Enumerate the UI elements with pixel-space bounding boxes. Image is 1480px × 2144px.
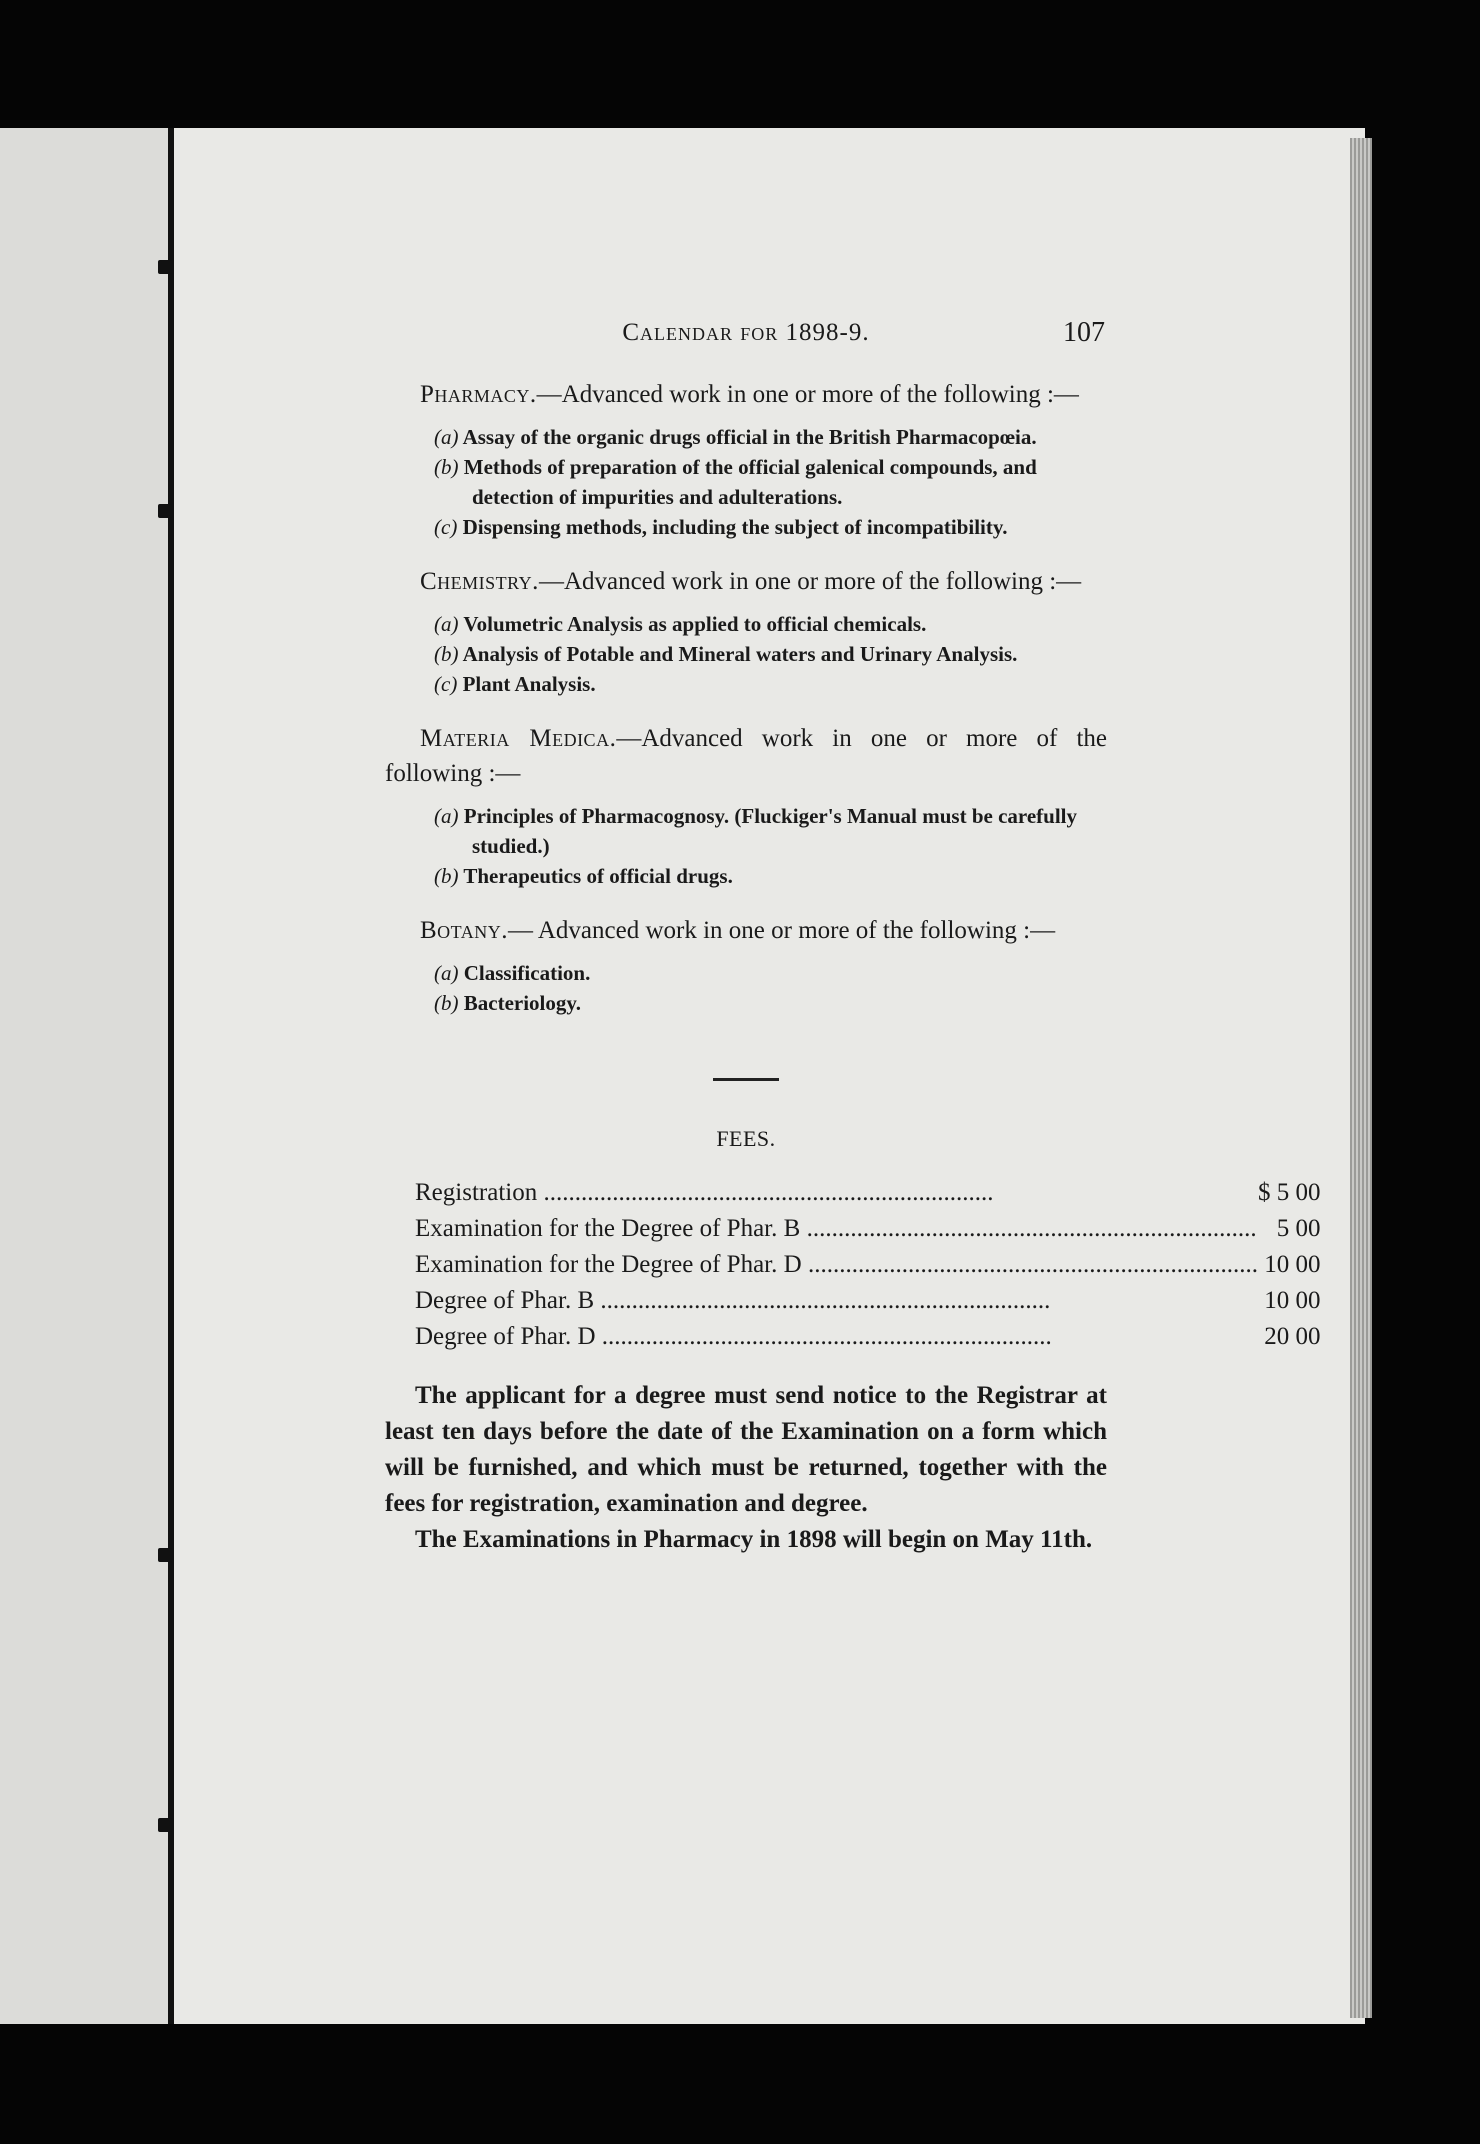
item-text: Plant Analysis. [462,672,596,696]
section-botany [385,913,1107,1018]
fee-label: Degree of Phar. D ..... [415,1323,1052,1350]
item-marker: (c) [434,515,458,539]
running-head [385,315,1107,355]
list-item [385,609,1107,639]
table-row [415,1210,1320,1246]
binding-knot [158,504,172,518]
list-item [385,639,1107,669]
notice [385,1378,1107,1558]
item-marker: (a) [434,961,459,985]
fee-label: Examination for the Degree of Phar. D ..... [415,1251,1258,1278]
section-heading: Chemistry. [420,568,539,595]
item-text: Dispensing methods, including the subject of incompatibility. [462,515,1008,539]
list-item [385,861,1107,891]
item-text: Therapeutics of official drugs. [463,864,733,888]
section-heading: Pharmacy. [420,381,537,408]
item-list [385,801,1107,891]
item-text: Classification. [463,961,591,985]
fee-amount: 10 00 [1264,1250,1321,1278]
facing-page-strip [0,128,168,2024]
table-row [415,1174,1320,1210]
fee-amount: $ 5 00 [1257,1178,1321,1206]
item-marker: (a) [434,425,459,449]
page-edge [1350,138,1372,2018]
fee-amount: 5 00 [1276,1214,1321,1242]
binding-knot [158,1818,172,1832]
fee-amount: 10 00 [1264,1286,1321,1314]
list-item [385,988,1107,1018]
item-marker: (c) [434,672,458,696]
table-row [415,1282,1320,1318]
notice-paragraph: The applicant for a degree must send notice to the Registrar at least ten days before the date of the Examination on a form which will be furnished, and which must be returned, together with the fees for registration, examination and degree. [385,1382,1107,1517]
item-marker: (a) [434,804,459,828]
section-divider [713,1078,779,1081]
item-list [385,609,1107,699]
item-list [385,958,1107,1018]
fees-heading: FEES. [716,1126,776,1151]
section-intro: — Advanced work in one or more of the following :— [507,917,1056,944]
list-item [385,801,1107,861]
section-chemistry [385,564,1107,699]
item-text: Volumetric Analysis as applied to official chemicals. [463,612,927,636]
running-head-title: Calendar for 1898-9. [622,319,870,346]
item-marker: (b) [434,864,459,888]
fee-label: Examination for the Degree of Phar. B ..... [415,1215,1257,1242]
item-text: Bacteriology. [463,991,581,1015]
item-text: Methods of preparation of the official galenical compounds, and detection of impurities and adulterations. [463,455,1037,509]
item-marker: (a) [434,612,459,636]
table-row [415,1246,1320,1282]
item-marker: (b) [434,991,459,1015]
section-intro: —Advanced work in one or more of the following :— [536,381,1079,408]
binding-knot [158,260,172,274]
item-text: Principles of Pharmacognosy. (Fluckiger's Manual must be carefully studied.) [463,804,1077,858]
section-materia-medica [385,721,1107,891]
section-intro: —Advanced work in one or more of the following :— [385,725,1107,787]
page-text [385,315,1321,1558]
binding-thread [168,128,174,2024]
item-marker: (b) [434,455,459,479]
list-item [385,452,1107,512]
list-item [385,958,1107,988]
item-text: Assay of the organic drugs official in the British Pharmacopœia. [462,425,1037,449]
section-pharmacy [385,377,1107,542]
section-intro: —Advanced work in one or more of the following :— [538,568,1082,595]
fee-label: Registration ..... [415,1179,993,1206]
table-row [415,1318,1320,1354]
fee-label: Degree of Phar. B ..... [415,1287,1050,1314]
fees-table [415,1174,1320,1354]
fee-amount: 20 00 [1264,1322,1321,1350]
list-item [385,669,1107,699]
section-heading: Botany. [420,917,508,944]
list-item [385,422,1107,452]
item-marker: (b) [434,642,459,666]
binding-knot [158,1548,172,1562]
page-number: 107 [1063,317,1105,348]
notice-paragraph: The Examinations in Pharmacy in 1898 will begin on May 11th. [415,1526,1093,1553]
item-text: Analysis of Potable and Mineral waters and Urinary Analysis. [462,642,1018,666]
item-list [385,422,1107,542]
list-item [385,512,1107,542]
section-heading: Materia Medica. [420,725,617,752]
